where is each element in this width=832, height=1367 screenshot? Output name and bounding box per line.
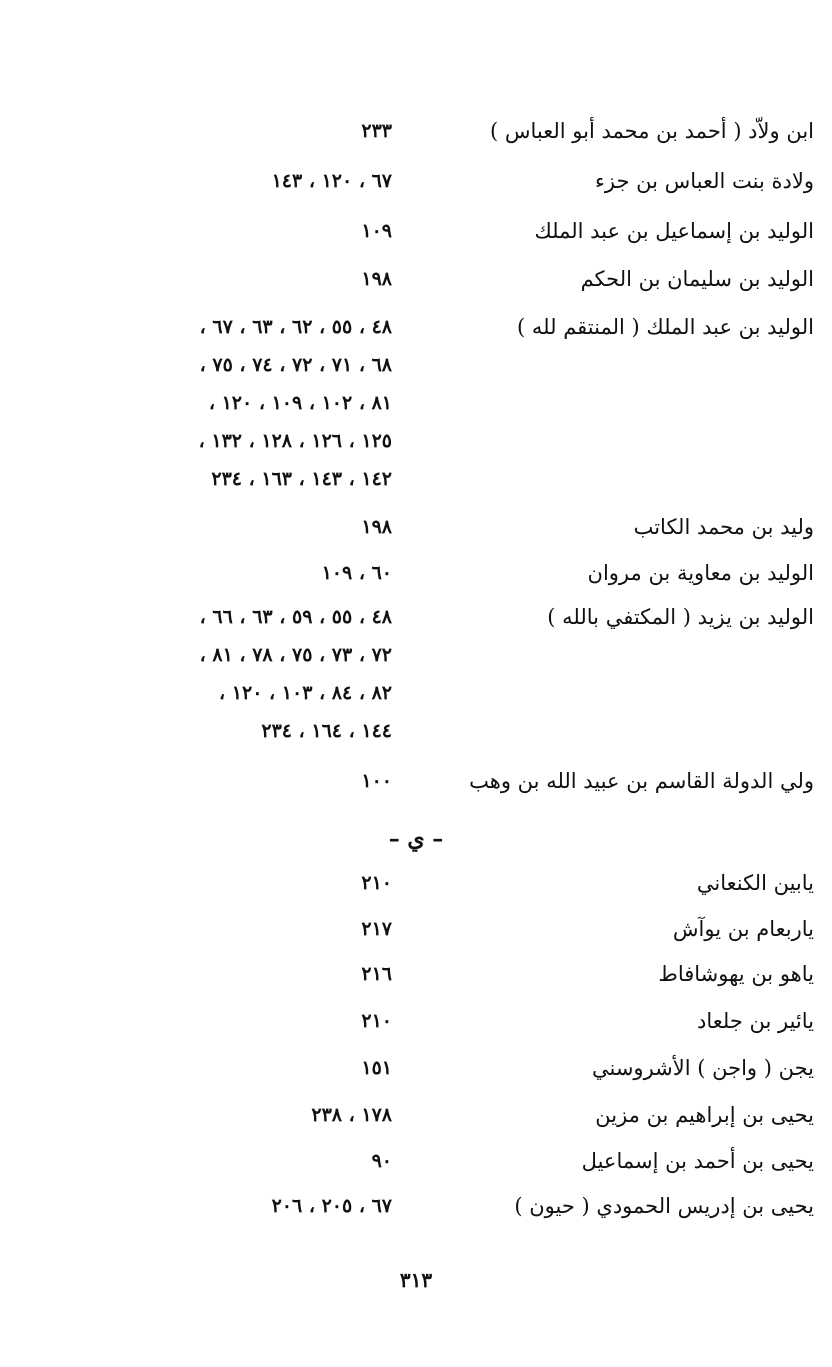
section-letter-heading: – ي – [388, 826, 444, 852]
page-refs-line: ٢١٦ [361, 963, 392, 985]
entry-name: يحيى بن أحمد بن إسماعيل [581, 1149, 814, 1173]
page-refs-line: ١٩٨ [361, 516, 392, 538]
page-refs-line: ٢١٠ [361, 1010, 392, 1032]
page-refs-line: ٦٧ ، ٢٠٥ ، ٢٠٦ [271, 1195, 392, 1217]
entry-pages [92, 1142, 392, 1180]
entry-pages [92, 1049, 392, 1087]
entry-name: ولادة بنت العباس بن جزء [595, 169, 814, 193]
page-refs-line: ٦٠ ، ١٠٩ [321, 562, 392, 584]
entry-name: ولي الدولة القاسم بن عبيد الله بن وهب [469, 769, 814, 793]
entry-name: ياربعام بن يوآش [672, 917, 814, 941]
entry-name: الوليد بن إسماعيل بن عبد الملك [534, 219, 814, 243]
entry-name: الوليد بن معاوية بن مروان [587, 561, 814, 585]
entry-pages [92, 1002, 392, 1040]
entry-name: الوليد بن عبد الملك ( المنتقم لله ) [517, 315, 814, 339]
page-refs-line: ٢١٠ [361, 872, 392, 894]
page-refs-line: ١٤٤ ، ١٦٤ ، ٢٣٤ [261, 720, 392, 742]
page-refs-line: ٦٨ ، ٧١ ، ٧٢ ، ٧٤ ، ٧٥ ، [199, 354, 392, 376]
page-refs-line: ٤٨ ، ٥٥ ، ٥٩ ، ٦٣ ، ٦٦ ، [199, 606, 392, 628]
entry-name: يجن ( واجن ) الأشروسني [592, 1056, 814, 1080]
page-refs-line: ١٢٥ ، ١٢٦ ، ١٢٨ ، ١٣٢ ، [198, 430, 392, 452]
page-refs-line: ٢١٧ [361, 918, 392, 940]
page-refs-line: ٢٣٣ [361, 120, 392, 142]
entry-name: يائير بن جلعاد [696, 1009, 814, 1033]
page-refs-line: ١٧٨ ، ٢٣٨ [311, 1104, 392, 1126]
entry-name: ياهو بن يهوشافاط [658, 962, 814, 986]
entry-pages [92, 508, 392, 546]
entry-pages [92, 554, 392, 592]
page-refs-line: ١٤٢ ، ١٤٣ ، ١٦٣ ، ٢٣٤ [211, 468, 392, 490]
entry-name: يحيى بن إبراهيم بن مزين [595, 1103, 814, 1127]
entry-name: الوليد بن سليمان بن الحكم [580, 267, 814, 291]
entry-pages [92, 598, 392, 750]
entry-name: يابين الكنعاني [696, 871, 814, 895]
entry-pages [92, 1096, 392, 1134]
entry-pages [92, 162, 392, 200]
page-refs-line: ١٥١ [361, 1057, 392, 1079]
entry-pages [92, 762, 392, 800]
entry-name: الوليد بن يزيد ( المكتفي بالله ) [547, 605, 814, 629]
entry-name: وليد بن محمد الكاتب [633, 515, 814, 539]
entry-pages [92, 910, 392, 948]
entry-pages [92, 864, 392, 902]
page-refs-line: ١٠٠ [361, 770, 392, 792]
page-refs-line: ٦٧ ، ١٢٠ ، ١٤٣ [271, 170, 392, 192]
page-refs-line: ٧٢ ، ٧٣ ، ٧٥ ، ٧٨ ، ٨١ ، [199, 644, 392, 666]
page-refs-line: ١٠٩ [361, 220, 392, 242]
page-refs-line: ٨١ ، ١٠٢ ، ١٠٩ ، ١٢٠ ، [208, 392, 392, 414]
page-refs-line: ٤٨ ، ٥٥ ، ٦٢ ، ٦٣ ، ٦٧ ، [199, 316, 392, 338]
entry-pages [92, 955, 392, 993]
page-refs-line: ٩٠ [371, 1150, 392, 1172]
entry-pages [92, 308, 392, 498]
page-refs-line: ٨٢ ، ٨٤ ، ١٠٣ ، ١٢٠ ، [219, 682, 392, 704]
page-number: ٣١٣ [399, 1268, 433, 1292]
entry-pages [92, 212, 392, 250]
page-refs-line: ١٩٨ [361, 268, 392, 290]
entry-pages [92, 1187, 392, 1225]
entry-pages [92, 260, 392, 298]
entry-name: ابن ولاّد ( أحمد بن محمد أبو العباس ) [490, 119, 814, 143]
entry-pages [92, 112, 392, 150]
entry-name: يحيى بن إدريس الحمودي ( حيون ) [514, 1194, 814, 1218]
